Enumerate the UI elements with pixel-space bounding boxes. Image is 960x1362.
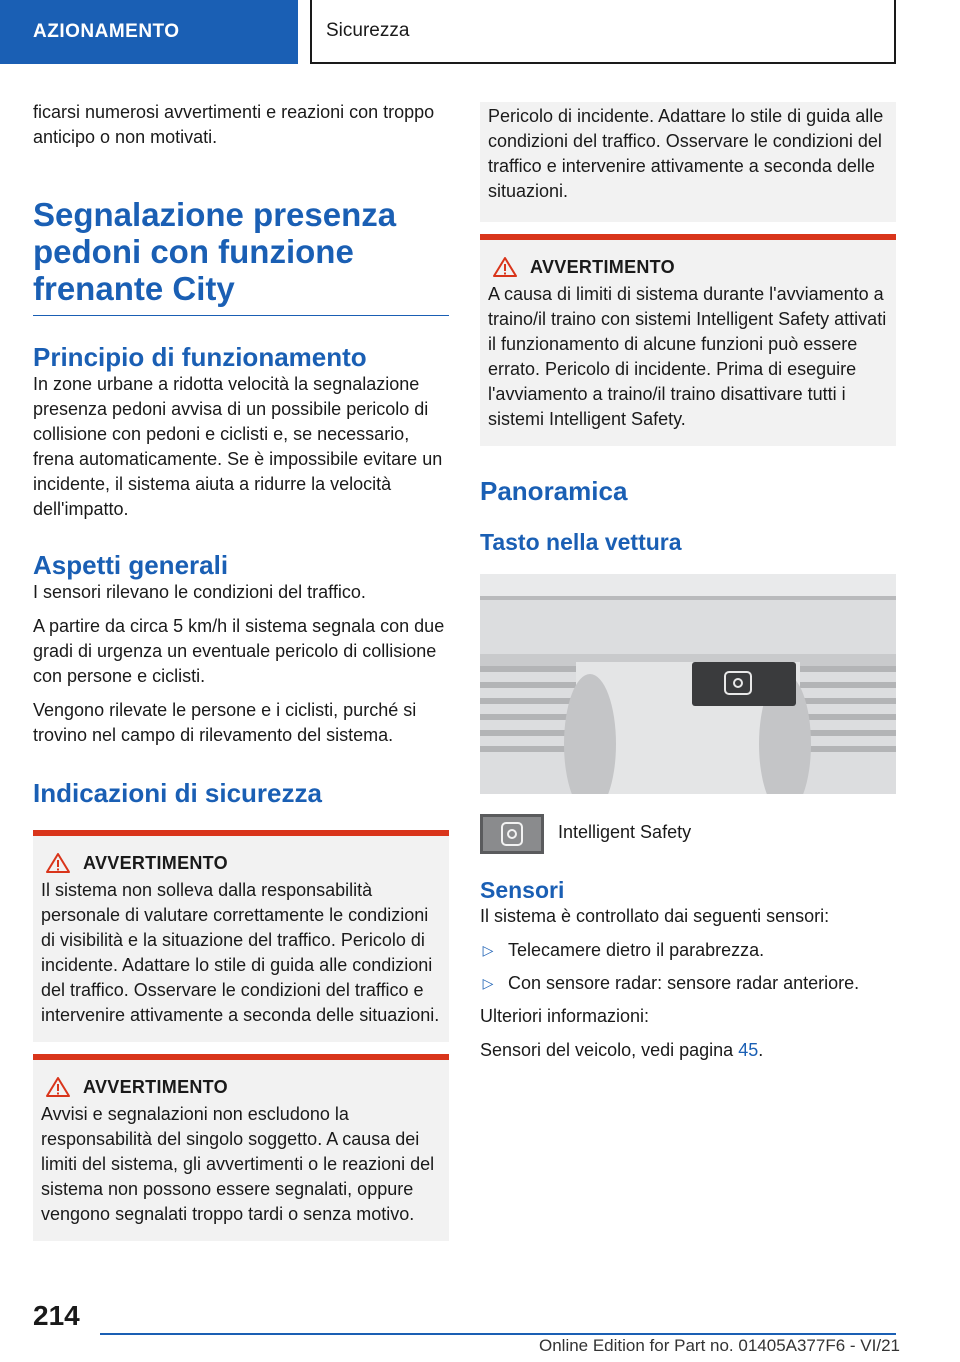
warning-title: AVVERTIMENTO <box>83 852 228 873</box>
triangle-bullet-icon: ▷ <box>482 975 494 991</box>
list-item: ▷ Telecamere dietro il parabrezza. <box>480 938 896 963</box>
warning-text: A causa di limiti di sistema durante l'avviamento a traino/il traino con sistemi Intelligent Safety attivati il funzionamento di alcune funzioni può essere errato. Pericolo di incidente. Prima di eseguire l'avviamento a traino/il traino disattivare tutti i sistemi Intelligent Safety. <box>488 284 887 429</box>
general-heading: Aspetti generali <box>33 550 229 580</box>
dashboard-illustration <box>480 574 896 794</box>
page-number: 214 <box>33 1300 80 1331</box>
warning-continuation <box>480 102 896 222</box>
page-header <box>0 0 960 66</box>
intelligent-safety-button-icon <box>480 814 544 854</box>
warning-icon <box>45 852 71 874</box>
overview-heading: Panoramica <box>480 476 628 506</box>
right-column <box>480 102 896 1072</box>
sensors-heading: Sensori <box>480 877 565 903</box>
warning-title: AVVERTIMENTO <box>83 1076 228 1097</box>
section-tab: AZIONAMENTO <box>0 0 298 64</box>
left-column <box>33 100 449 1241</box>
page-title: Segnalazione presenza pedoni con funzione frenante City <box>33 196 449 316</box>
general-text-3: Vengono rilevate le persone e i ciclisti, purché si trovino nel campo di rilevamento del sistema. <box>33 700 417 745</box>
warning-text: Avvisi e segnalazioni non escludono la responsabilità del singolo soggetto. A causa dei limiti del sistema, gli avvertimenti o le reazioni del sistema non possono essere segnalati, oppure vengono segnalati troppo tardi o senza motivo. <box>41 1104 435 1224</box>
warning-icon <box>492 256 518 278</box>
principle-heading: Principio di funzionamento <box>33 342 367 372</box>
sensors-intro: Il sistema è controllato dai seguenti sensori: <box>480 906 830 926</box>
footer-divider <box>100 1333 896 1335</box>
safety-heading: Indicazioni di sicurezza <box>33 778 322 808</box>
button-label: Intelligent Safety <box>558 822 692 842</box>
warning-title: AVVERTIMENTO <box>530 256 675 277</box>
cross-reference: Sensori del veicolo, vedi pagina 45. <box>480 1040 764 1060</box>
general-text-2: A partire da circa 5 km/h il sistema segnala con due gradi di urgenza un eventuale pericolo di collisione con persone e ciclisti. <box>33 616 445 686</box>
edition-text: Online Edition for Part no. 01405A377F6 - VI/21 <box>538 1336 900 1355</box>
principle-text: In zone urbane a ridotta velocità la segnalazione presenza pedoni avvisa di un possibile pericolo di collisione con pedoni e ciclisti e, se necessario, frena automaticamente. Se è impossibile evitare un incidente, il sistema aiuta a ridurre la velocità dell'impatto. <box>33 374 443 519</box>
list-item: ▷ Con sensore radar: sensore radar anteriore. <box>480 971 896 996</box>
general-text-1: I sensori rilevano le condizioni del traffico. <box>33 582 366 602</box>
chapter-tab: Sicurezza <box>310 0 896 64</box>
warning-continuation-text: Pericolo di incidente. Adattare lo stile di guida alle condizioni del traffico. Osservare le condizioni del traffico e intervenire attivamente a seconda delle situazioni. <box>488 106 884 201</box>
warning-box-2 <box>33 1054 449 1241</box>
more-info-label: Ulteriori informazioni: <box>480 1006 650 1026</box>
warning-text: Il sistema non solleva dalla responsabilità personale di valutare correttamente le condizioni di visibilità e la situazione del traffico. Pericolo di incidente. Adattare lo stile di guida alle condizioni del traffico. Osservare le condizioni del traffico e intervenire attivamente a seconda delle situazioni. <box>41 880 440 1025</box>
page-link[interactable]: 45 <box>738 1040 759 1060</box>
button-heading: Tasto nella vettura <box>480 529 682 555</box>
warning-box-1 <box>33 830 449 1042</box>
button-photo <box>480 574 896 794</box>
warning-box-3 <box>480 234 896 446</box>
warning-icon <box>45 1076 71 1098</box>
intro-text: ficarsi numerosi avvertimenti e reazioni con troppo anticipo o non motivati. <box>33 102 435 147</box>
triangle-bullet-icon: ▷ <box>482 942 494 958</box>
button-legend <box>480 814 896 854</box>
